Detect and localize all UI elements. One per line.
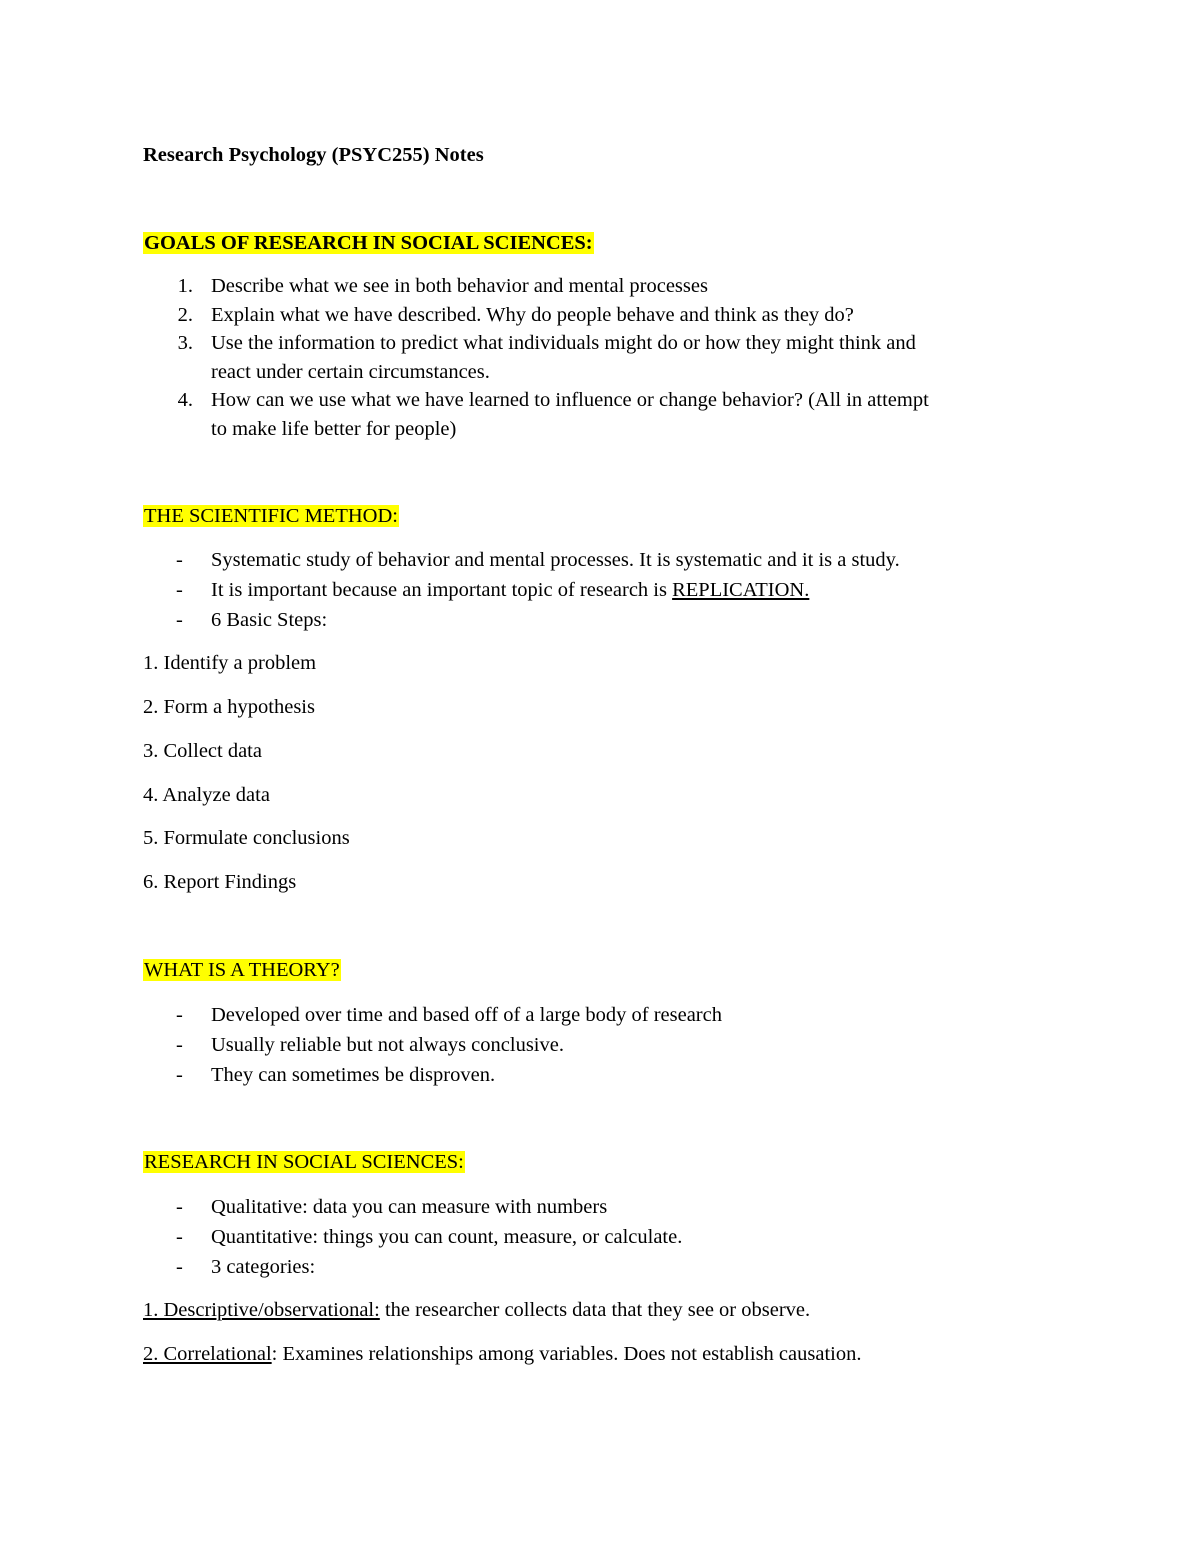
method-step: 3. Collect data [143,740,262,762]
research-bullet: Qualitative: data you can measure with numbers [211,1196,608,1218]
method-step: 6. Report Findings [143,871,297,893]
method-heading [143,504,399,528]
method-step: 5. Formulate conclusions [143,827,350,849]
method-bullet [211,578,809,602]
goal-item-continued: to make life better for people) [211,418,457,440]
goal-item-continued: react under certain circumstances. [211,361,490,383]
method-bullet-text: It is important because an important topic of research is [211,579,673,601]
bullet-dash: - [176,549,183,571]
theory-heading-text: WHAT IS A THEORY? [144,959,340,981]
method-bullet: 6 Basic Steps: [211,609,328,631]
replication-term: REPLICATION. [672,579,810,601]
category-label: 1. Descriptive/observational: [143,1299,380,1321]
method-bullet: Systematic study of behavior and mental processes. It is systematic and it is a study. [211,549,900,571]
research-bullet: 3 categories: [211,1256,316,1278]
method-heading-text: THE SCIENTIFIC METHOD: [144,505,398,527]
category-text: : Examines relationships among variables. Does not establish causation. [271,1343,862,1365]
page-title: Research Psychology (PSYC255) Notes [143,144,484,166]
category-text: the researcher collects data that they see or observe. [379,1299,811,1321]
goal-number: 4. [177,389,193,411]
bullet-dash: - [176,579,183,601]
bullet-dash: - [176,609,183,631]
theory-bullet: They can sometimes be disproven. [211,1064,496,1086]
goals-heading [143,231,594,255]
bullet-dash: - [176,1064,183,1086]
goal-item: Describe what we see in both behavior and mental processes [211,275,708,297]
method-step: 1. Identify a problem [143,652,317,674]
research-bullet: Quantitative: things you can count, measure, or calculate. [211,1226,683,1248]
category-label: 2. Correlational [143,1343,272,1365]
theory-heading [143,958,341,982]
research-category [143,1298,810,1322]
goal-item: Use the information to predict what individuals might do or how they might think and [211,332,916,354]
bullet-dash: - [176,1226,183,1248]
research-heading [143,1150,465,1174]
theory-bullet: Developed over time and based off of a large body of research [211,1004,722,1026]
bullet-dash: - [176,1256,183,1278]
research-category [143,1342,861,1366]
goal-number: 1. [177,275,193,297]
goal-item: How can we use what we have learned to influence or change behavior? (All in attempt [211,389,929,411]
goal-item: Explain what we have described. Why do people behave and think as they do? [211,304,854,326]
bullet-dash: - [176,1034,183,1056]
bullet-dash: - [176,1004,183,1026]
goals-heading-text: GOALS OF RESEARCH IN SOCIAL SCIENCES: [144,232,593,254]
research-heading-text: RESEARCH IN SOCIAL SCIENCES: [144,1151,464,1173]
bullet-dash: - [176,1196,183,1218]
method-step: 4. Analyze data [143,784,270,806]
goal-number: 3. [177,332,193,354]
theory-bullet: Usually reliable but not always conclusive. [211,1034,564,1056]
goal-number: 2. [177,304,193,326]
method-step: 2. Form a hypothesis [143,696,315,718]
